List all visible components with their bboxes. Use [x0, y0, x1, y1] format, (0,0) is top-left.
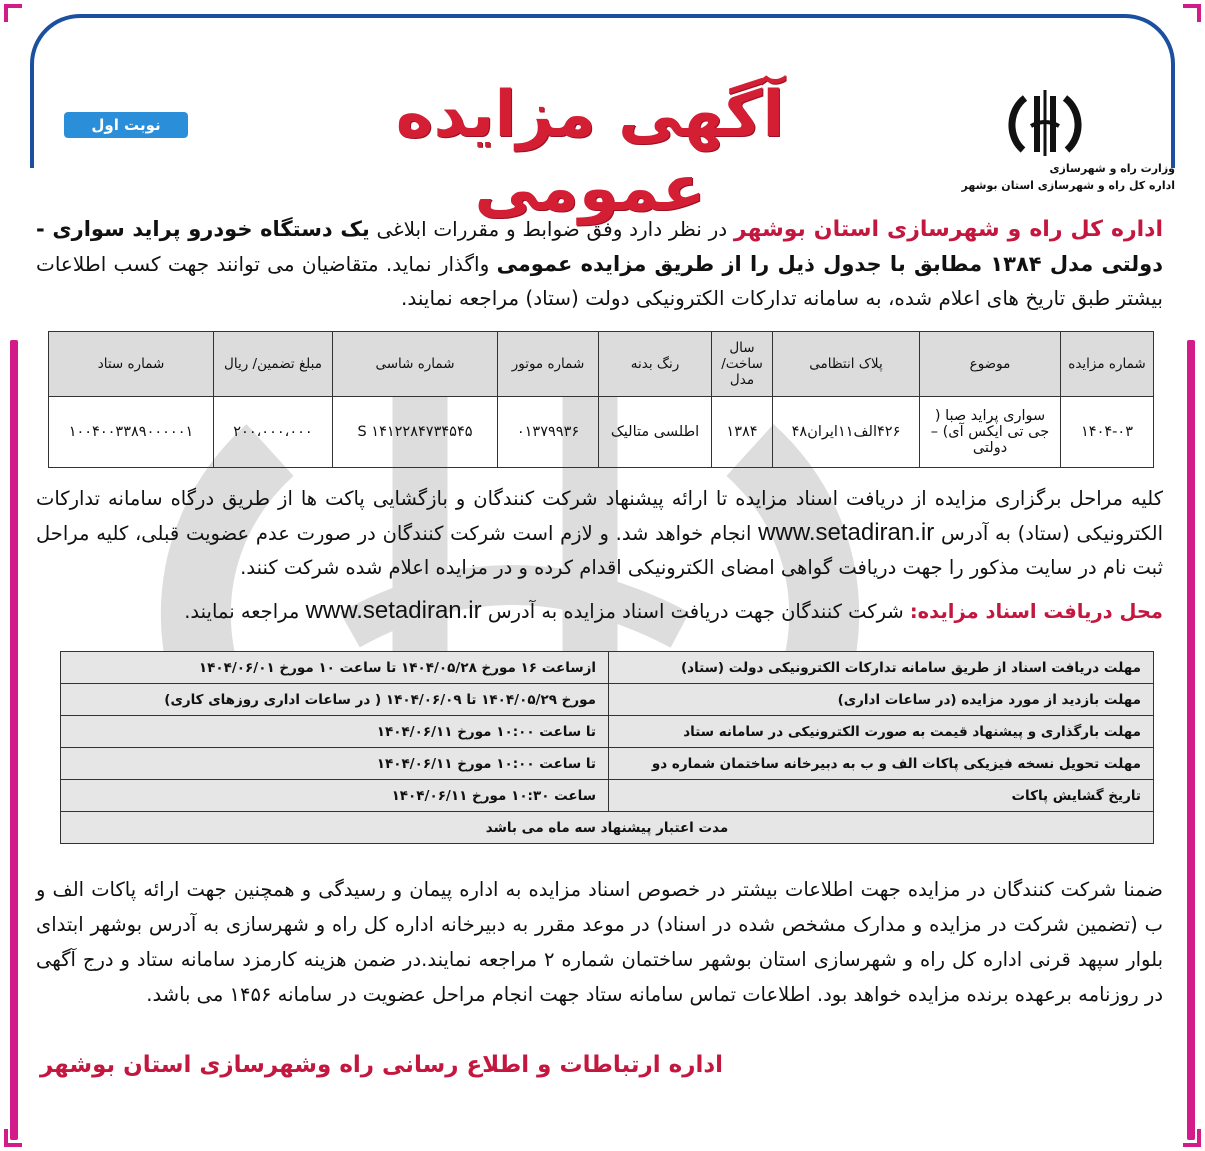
process-text-2: انجام خواهد شد. و لازم است شرکت کنندگان در صورت عدم عضویت قبلی، کلیه مراحل ثبت نام در سایت مذکور را جهت دریافت گواهی امضای الکترونیکی اقدام کرده و در مزایده اعلام شده شرکت کنند.: [36, 522, 1163, 579]
table-row: [61, 652, 1154, 684]
col-header-color: رنگ بدنه: [599, 332, 712, 397]
frame-corner-top-left: [4, 4, 22, 22]
table-row: [61, 780, 1154, 812]
right-pink-rule: [1187, 340, 1195, 1140]
frame-corner-top-right: [1183, 4, 1201, 22]
table-row: [61, 812, 1154, 844]
col-header-subject: موضوع: [920, 332, 1061, 397]
intro-paragraph: [36, 212, 1163, 315]
table-row: [61, 748, 1154, 780]
docs-location-text-2: مراجعه نمایند.: [184, 600, 306, 623]
schedule-value: ازساعت ۱۶ مورخ ۱۴۰۴/۰۵/۲۸ تا ساعت ۱۰ مورخ ۱۴۰۴/۰۶/۰۱: [61, 652, 609, 684]
col-header-chassis: شماره شاسی: [333, 332, 498, 397]
cell-year: ۱۳۸۴: [712, 397, 773, 468]
schedule-value: تا ساعت ۱۰:۰۰ مورخ ۱۴۰۴/۰۶/۱۱: [61, 748, 609, 780]
cell-color: اطلسی متالیک: [599, 397, 712, 468]
ministry-line-2: اداره کل راه و شهرسازی استان بوشهر: [961, 179, 1175, 192]
schedule-label: مهلت دریافت اسناد از طریق سامانه تدارکات الکترونیکی دولت (ستاد): [609, 652, 1154, 684]
schedule-value: مورخ ۱۴۰۴/۰۵/۲۹ تا ۱۴۰۴/۰۶/۰۹ ( در ساعات اداری روزهای کاری): [61, 684, 609, 716]
schedule-value: ساعت ۱۰:۳۰ مورخ ۱۴۰۴/۰۶/۱۱: [61, 780, 609, 812]
col-header-engine: شماره موتور: [498, 332, 599, 397]
docs-location-url-link[interactable]: www.setadiran.ir: [305, 597, 482, 624]
cell-chassis: S ۱۴۱۲۲۸۴۷۳۴۵۴۵: [333, 397, 498, 468]
process-text-1: کلیه مراحل برگزاری مزایده از دریافت اسناد مزایده تا ارائه پیشنهاد شرکت کنندگان و بازگشایی پاکت ها از طریق درگاه سامانه تدارکات الکترونیکی (ستاد) به آدرس: [36, 487, 1163, 545]
table-row: [61, 716, 1154, 748]
process-url-link[interactable]: www.setadiran.ir: [758, 519, 935, 546]
table-header-row: [49, 332, 1154, 397]
schedule-table: [60, 651, 1154, 844]
cell-engine: ۰۱۳۷۹۹۳۶: [498, 397, 599, 468]
cell-setad-number: ۱۰۰۴۰۰۳۳۸۹۰۰۰۰۰۱: [49, 397, 214, 468]
offer-validity: مدت اعتبار پیشنهاد سه ماه می باشد: [61, 812, 1154, 844]
table-row: [61, 684, 1154, 716]
col-header-year: سال ساخت/ مدل: [712, 332, 773, 397]
col-header-auction-number: شماره مزایده: [1061, 332, 1154, 397]
table-row: [49, 397, 1154, 468]
schedule-label: مهلت بارگذاری و پیشنهاد قیمت به صورت الکترونیکی در سامانه ستاد: [609, 716, 1154, 748]
left-pink-rule: [10, 340, 18, 1140]
schedule-label: مهلت بازدید از مورد مزایده (در ساعات اداری): [609, 684, 1154, 716]
col-header-guarantee: مبلغ تضمین/ ریال: [214, 332, 333, 397]
intro-subject: یک دستگاه خودرو پراید سواری - دولتی مدل ۱۳۸۴ مطابق با جدول ذیل را از طریق مزایده عمومی: [36, 217, 1163, 276]
col-header-plate: پلاک انتظامی: [773, 332, 920, 397]
intro-text-1: در نظر دارد وفق ضوابط و مقررات ابلاغی: [369, 217, 734, 241]
footer-department: اداره ارتباطات و اطلاع رسانی راه وشهرسازی استان بوشهر: [40, 1052, 724, 1078]
col-header-setad-number: شماره ستاد: [49, 332, 214, 397]
cell-auction-number: ۱۴۰۴-۰۳: [1061, 397, 1154, 468]
schedule-label: مهلت تحویل نسخه فیزیکی پاکات الف و ب به دبیرخانه ساختمان شماره دو: [609, 748, 1154, 780]
docs-location-label: محل دریافت اسناد مزایده:: [909, 600, 1163, 623]
cell-subject: سواری پراید صبا ( جی تی ایکس آی) –دولتی: [920, 397, 1061, 468]
process-paragraph: [36, 482, 1163, 585]
docs-location-paragraph: [36, 594, 1163, 629]
docs-location-text-1: شرکت کنندگان جهت دریافت اسناد مزایده به آدرس: [481, 600, 910, 623]
page-title: آگهی مزایده عمومی: [395, 78, 785, 226]
schedule-value: تا ساعت ۱۰:۰۰ مورخ ۱۴۰۴/۰۶/۱۱: [61, 716, 609, 748]
iran-emblem-icon: [1005, 88, 1085, 158]
intro-org: اداره کل راه و شهرسازی استان بوشهر: [733, 217, 1164, 242]
intro-text-2: واگذار نماید. متقاضیان می توانند جهت کسب اطلاعات بیشتر طبق تاریخ های اعلام شده، به سامانه تدارکات الکترونیکی دولت (ستاد) مراجعه نمایند.: [36, 252, 1163, 310]
ministry-name: [962, 160, 1175, 194]
auction-items-table: [48, 331, 1154, 468]
cell-guarantee: ۲۰۰،۰۰۰،۰۰۰: [214, 397, 333, 468]
closing-paragraph: ضمنا شرکت کنندگان در مزایده جهت اطلاعات بیشتر در خصوص اسناد مزایده به اداره پیمان و رسیدگی و همچنین جهت ارائه پاکات الف و ب (تضمین شرکت در مزایده و مدارک مشخص شده در اسناد) در موعد مقرر به دبیرخانه اداره کل راه و شهرسازی به آدرس بوشهر ابتدای بلوار سپهد قرنی اداره کل راه و شهرسازی استان بوشهر ساختمان شماره ۲ مراجعه نمایند.در ضمن هزینه کارمزد سامانه ستاد و درج آگهی در روزنامه برعهده برنده مزایده خواهد بود. اطلاعات تماس سامانه ستاد جهت انجام مراحل عضویت در سامانه ۱۴۵۶ می باشد.: [36, 878, 1164, 1006]
schedule-label: تاریخ گشایش پاکات: [609, 780, 1154, 812]
cell-plate: ۴۲۶الف۱۱ایران۴۸: [773, 397, 920, 468]
round-badge: نوبت اول: [64, 112, 188, 138]
ministry-line-1: وزارت راه و شهرسازی: [1049, 162, 1175, 175]
